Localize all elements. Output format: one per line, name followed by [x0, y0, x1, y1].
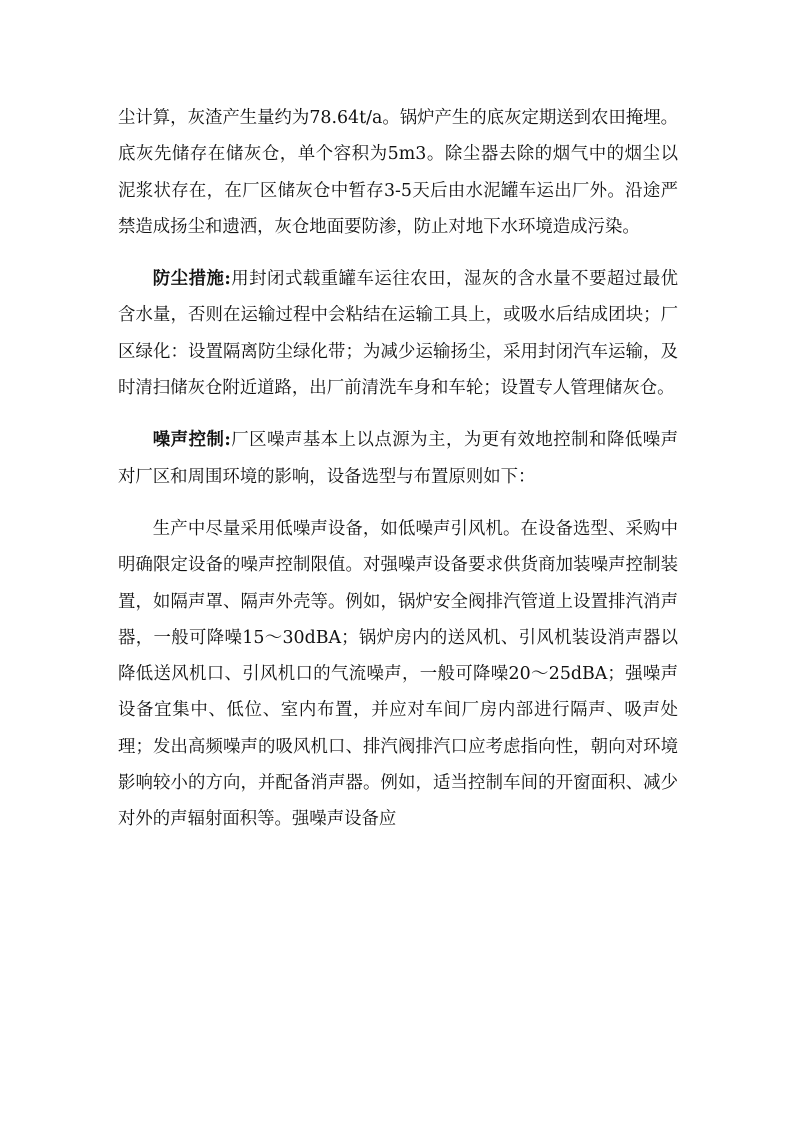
paragraph-equipment-selection: 生产中尽量采用低噪声设备，如低噪声引风机。在设备选型、采购中明确限定设备的噪声控制限值。对强噪声设备要求供货商加装噪声控制装置，如隔声罩、隔声外壳等。例如，锅炉安全阀排汽管道上设置排汽消声器，一般可降噪15～30dBA；锅炉房内的送风机、引风机装设消声器以降低送风机口、引风机口的气流噪声，一般可降噪20～25dBA；强噪声设备宜集中、低位、室内布置，并应对车间厂房内部进行隔声、吸声处理；发出高频噪声的吸风机口、排汽阀排汽口应考虑指向性，朝向对环境影响较小的方向，并配备消声器。例如，适当控制车间的开窗面积、减少对外的声辐射面积等。强噪声设备应 — [118, 518, 678, 830]
paragraph-noise-control — [118, 422, 678, 495]
noise-control-heading: 噪声控制: — [152, 430, 231, 451]
paragraph-dust-prevention — [118, 261, 678, 406]
body-text — [118, 100, 678, 838]
noise-control-text: 厂区噪声基本上以点源为主，为更有效地控制和降低噪声对厂区和周围环境的影响，设备选型与布置原则如下： — [118, 430, 678, 487]
dust-prevention-heading: 防尘措施: — [152, 269, 231, 290]
paragraph-ash-disposal: 尘计算，灰渣产生量约为78.64t/a。锅炉产生的底灰定期送到农田掩埋。底灰先储存在储灰仓，单个容积为5m3。除尘器去除的烟气中的烟尘以泥浆状存在，在厂区储灰仓中暂存3-5天后由水泥罐车运出厂外。沿途严禁造成扬尘和遗洒，灰仓地面要防渗，防止对地下水环境造成污染。 — [118, 108, 678, 237]
dust-prevention-text: 用封闭式载重罐车运往农田，湿灰的含水量不要超过最优含水量，否则在运输过程中会粘结在运输工具上，或吸水后结成团块；厂区绿化：设置隔离防尘绿化带；为减少运输扬尘，采用封闭汽车运输，及时清扫储灰仓附近道路，出厂前清洗车身和车轮；设置专人管理储灰仓。 — [118, 269, 678, 399]
